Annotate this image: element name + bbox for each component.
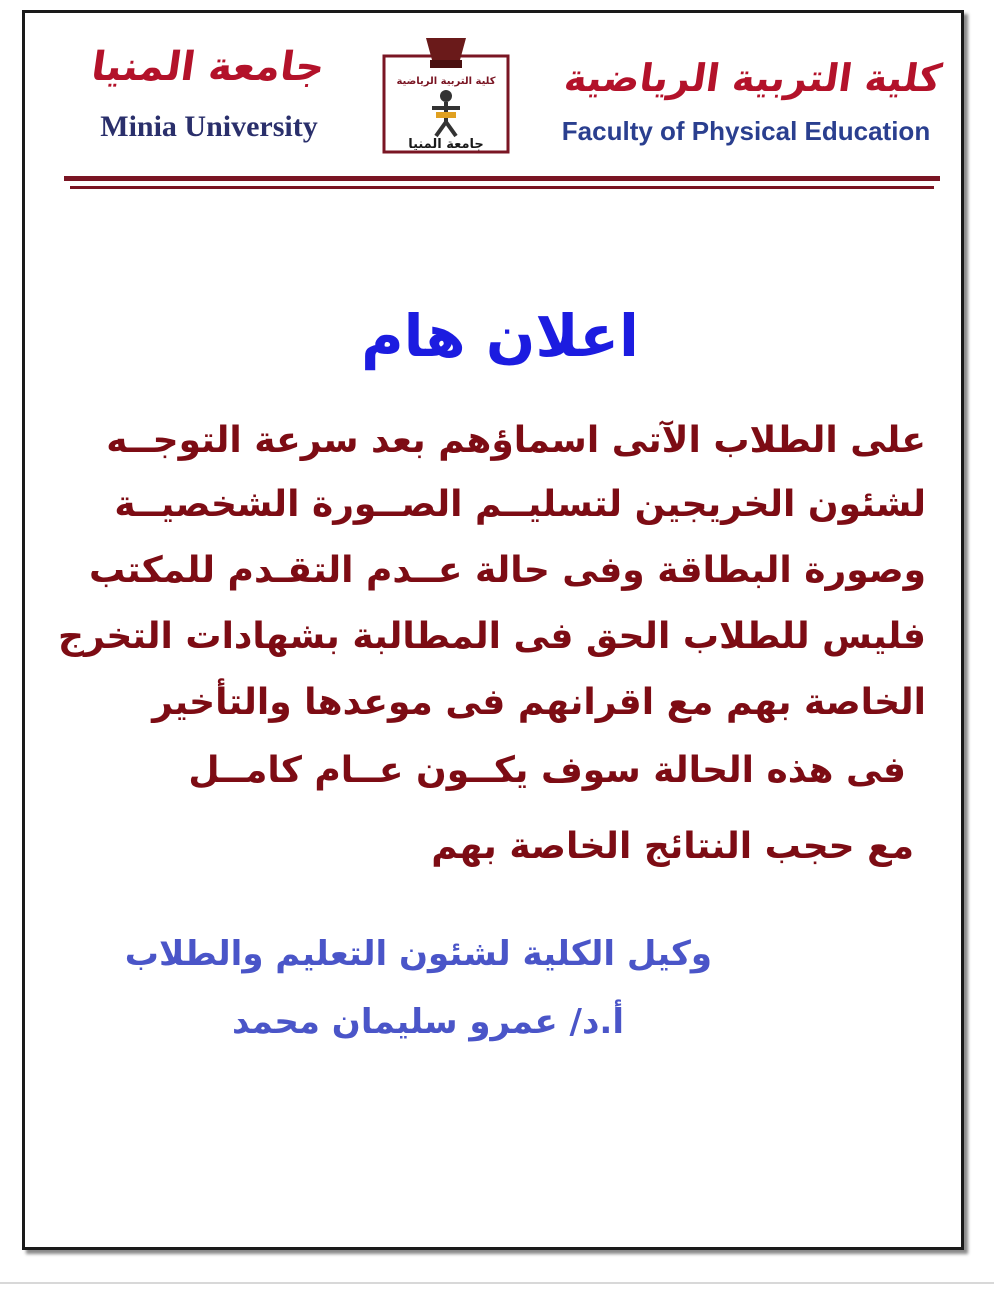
faculty-name-arabic: كلية التربية الرياضية — [561, 56, 945, 100]
signature-name: أ.د/ عمرو سليمان محمد — [231, 1002, 624, 1042]
announcement-title: اعلان هام — [361, 302, 639, 370]
logo-top-text: كلية التربية الرياضية — [396, 76, 496, 87]
bottom-divider — [0, 1282, 994, 1284]
announcement-line-3: وصورة البطاقة وفى حالة عــدم التقـدم للمكتب — [88, 550, 926, 591]
announcement-line-2: لشئون الخريجين لتسليــم الصــورة الشخصيــة — [114, 484, 926, 525]
announcement-line-1: على الطلاب الآتى اسماؤهم بعد سرعة التوجــه — [106, 420, 926, 461]
university-name-english: Minia University — [100, 110, 318, 143]
logo-figure-belt — [436, 112, 456, 118]
announcement-line-4: فليس للطلاب الحق فى المطالبة بشهادات التخرج — [58, 616, 926, 657]
logo-bottom-text: جامعة المنيا — [408, 137, 484, 152]
signature-role: وكيل الكلية لشئون التعليم والطلاب — [124, 934, 712, 974]
announcement-line-5: الخاصة بهم مع اقرانهم فى موعدها والتأخير — [152, 682, 926, 723]
faculty-logo — [376, 36, 516, 154]
announcement-line-7: مع حجب النتائج الخاصة بهم — [431, 826, 914, 867]
header-rule-top — [64, 176, 940, 181]
university-name-arabic: جامعة المنيا — [88, 44, 328, 90]
logo-figure-head — [440, 90, 452, 102]
announcement-line-6: فى هذه الحالة سوف يكــون عــام كامــل — [188, 750, 906, 791]
header-rule-bottom — [70, 186, 934, 189]
faculty-name-english: Faculty of Physical Education — [561, 116, 931, 146]
